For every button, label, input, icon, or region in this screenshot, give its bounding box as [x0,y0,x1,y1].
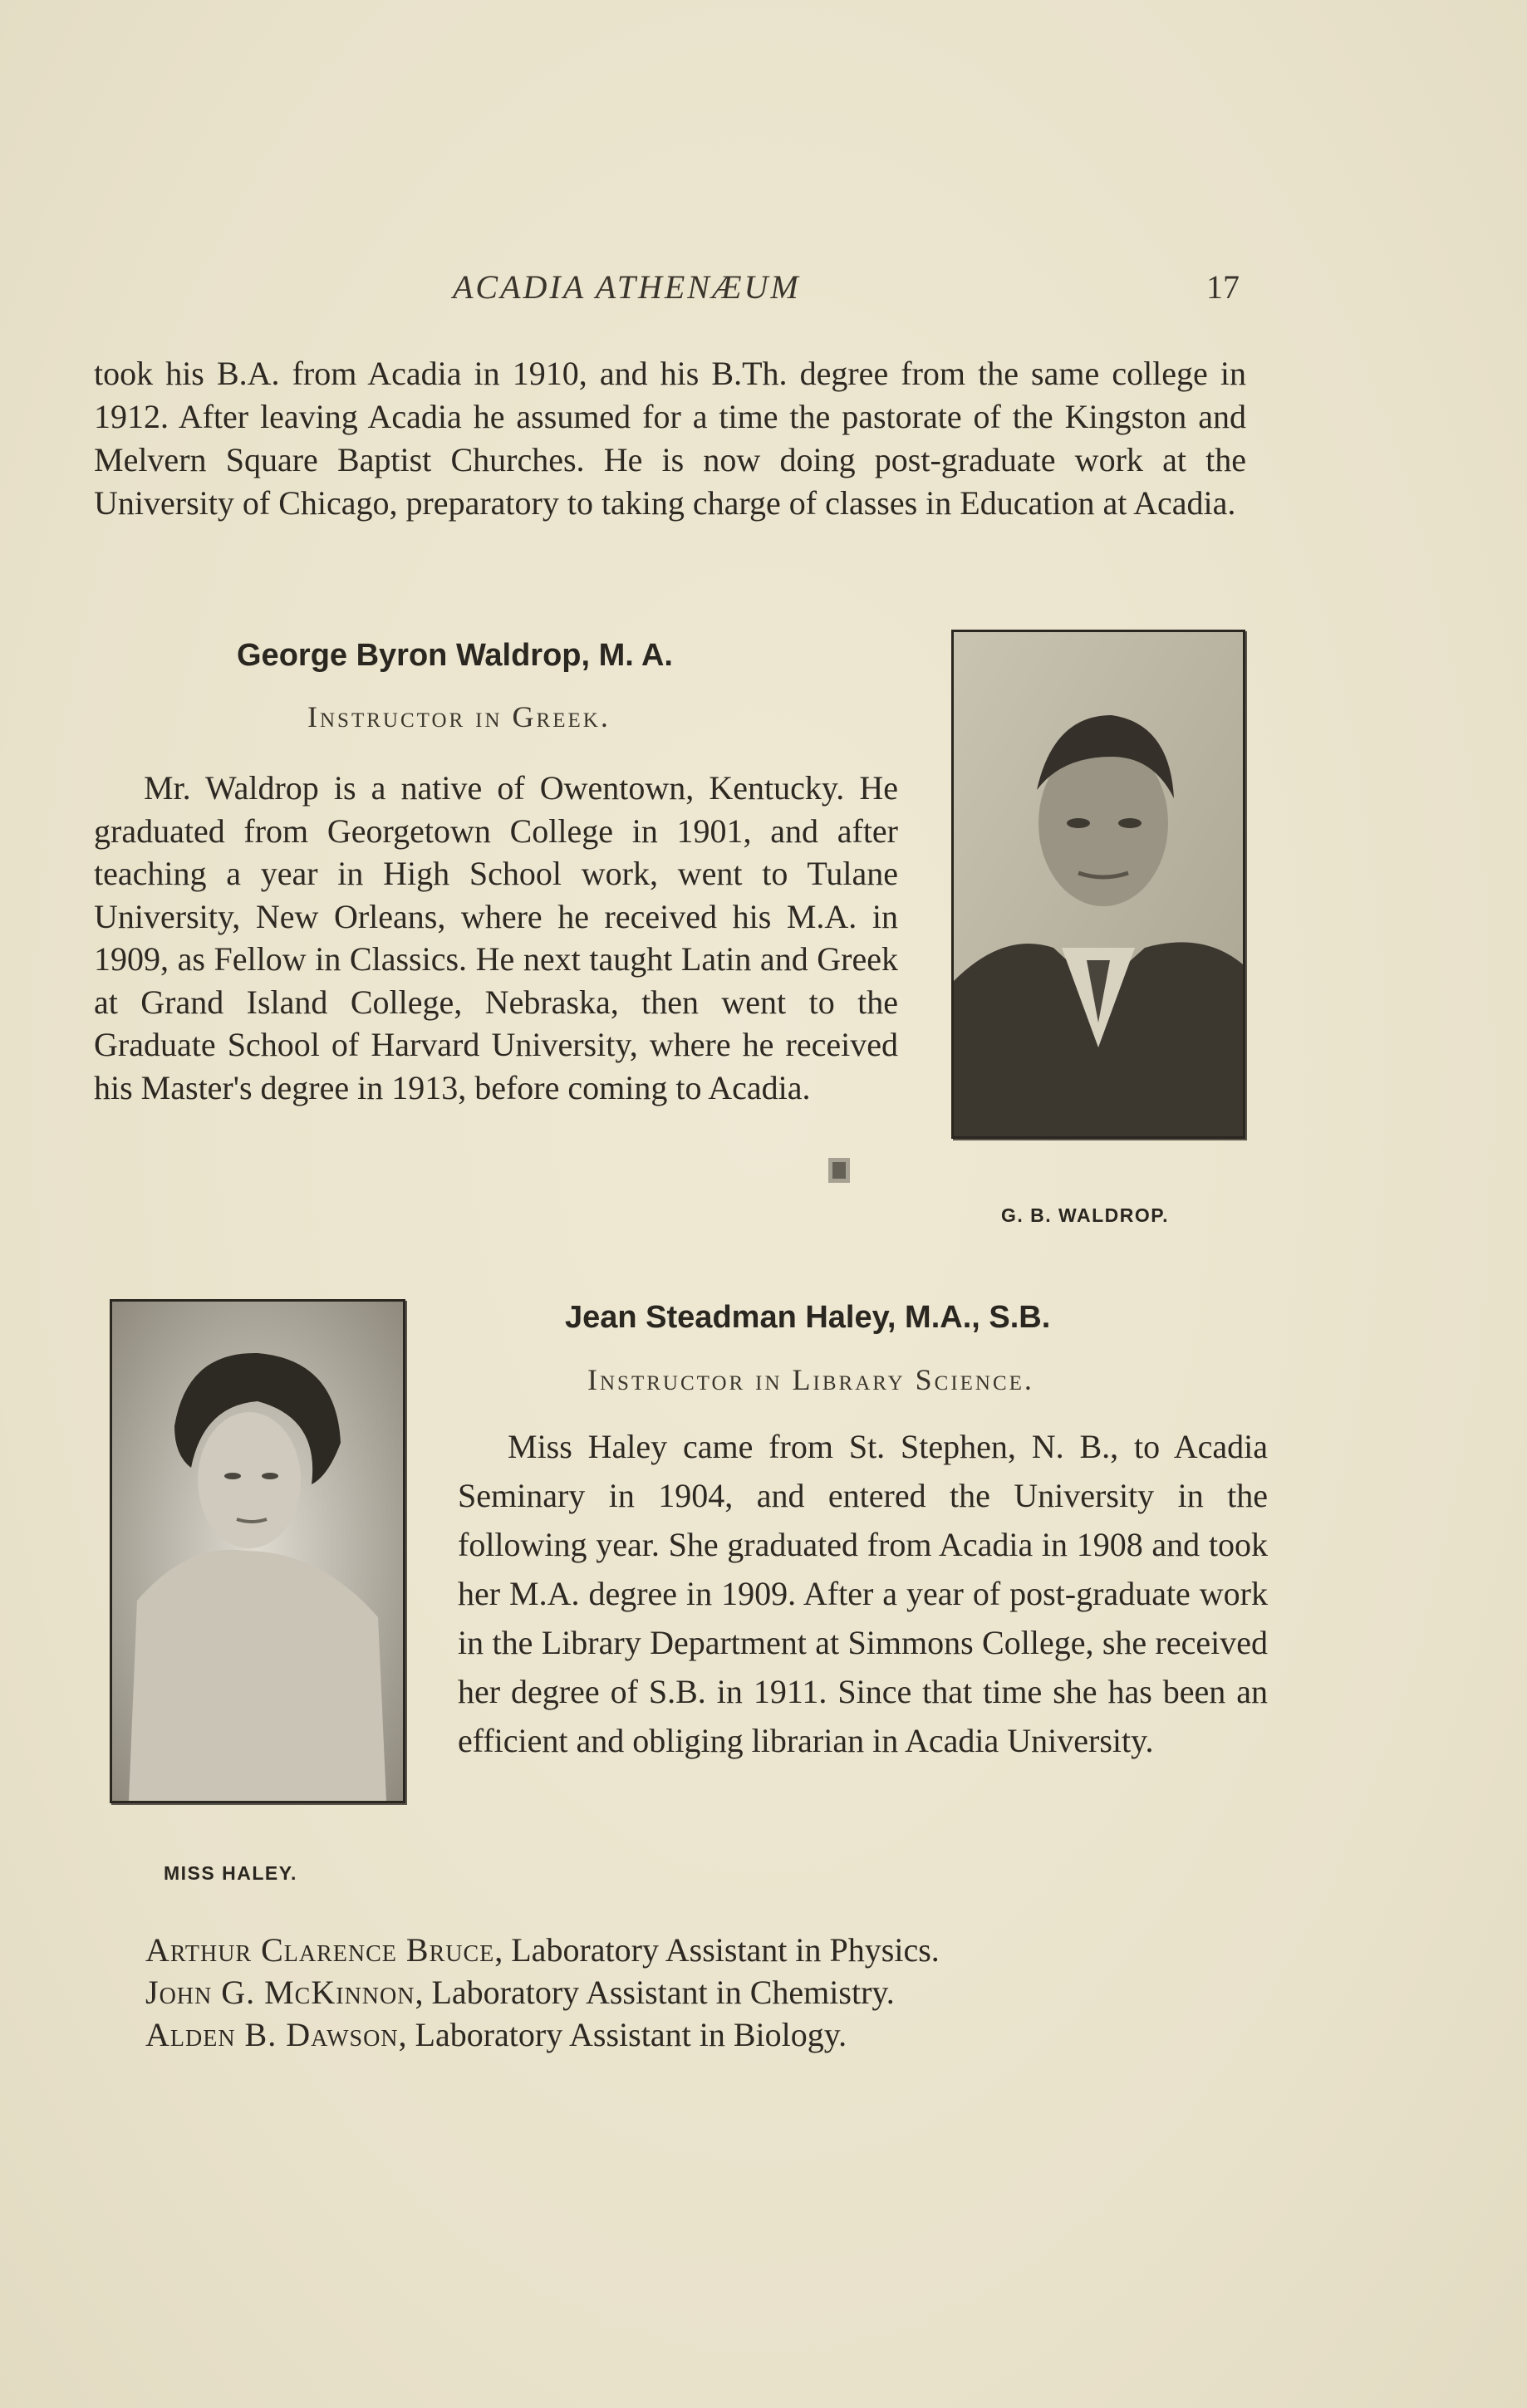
waldrop-portrait-photo [951,630,1245,1139]
haley-portrait-image [112,1302,403,1801]
waldrop-title: Instructor in Greek. [307,700,611,733]
waldrop-bio [94,767,898,1109]
assistant-role: , Laboratory Assistant in Physics. [494,1931,940,1969]
assistant-role: , Laboratory Assistant in Biology. [398,2016,847,2053]
assistant-entry [145,1971,1142,2013]
assistant-entry [145,1929,1142,1971]
assistant-name: Arthur Clarence Bruce [145,1931,495,1969]
printer-ornament-icon [825,1153,853,1188]
haley-portrait-photo [110,1299,405,1803]
assistant-name: John G. McKinnon [145,1974,415,2011]
intro-paragraph [94,352,1246,525]
haley-bio [458,1422,1268,1765]
assistant-entry [145,2013,1142,2056]
haley-title: Instructor in Library Science. [587,1363,1034,1396]
page-number: 17 [1206,268,1240,306]
assistant-name: Alden B. Dawson [145,2016,399,2053]
haley-photo-caption: MISS HALEY. [164,1862,297,1884]
laboratory-assistants-list [145,1929,1142,2056]
waldrop-name-heading: George Byron Waldrop, M. A. [237,638,673,673]
waldrop-bio-text: Mr. Waldrop is a native of Owentown, Kentucky. He graduated from Georgetown College in 1901, and after teaching a year in High School work, went to Tulane University, New Orleans, where he received his M.A. in 1909, as Fellow in Classics. He next taught Latin and Greek at Grand Island College, Nebraska, then went to the Graduate School of Harvard University, where he received his Master's degree in 1913, before coming to Acadia. [94,769,898,1106]
running-title: ACADIA ATHENÆUM [453,268,801,306]
assistant-role: , Laboratory Assistant in Chemistry. [415,1974,895,2011]
haley-name-heading: Jean Steadman Haley, M.A., S.B. [565,1300,1051,1335]
haley-bio-text: Miss Haley came from St. Stephen, N. B., to Acadia Seminary in 1904, and entered the University in the following year. She graduated from Acadia in 1908 and took her M.A. degree in 1909. After a year of post-graduate work in the Library Department at Simmons College, she received her degree of S.B. in 1911. Since that time she has been an efficient and obliging librarian in Acadia University. [458,1428,1268,1759]
waldrop-portrait-image [954,632,1243,1136]
waldrop-photo-caption: G. B. WALDROP. [1001,1204,1170,1226]
intro-paragraph-text: took his B.A. from Acadia in 1910, and his B.Th. degree from the same college in 1912. After leaving Acadia he assumed for a time the pastorate of the Kingston and Melvern Square Baptist Churches. He is now doing post-graduate work at the University of Chicago, preparatory to taking charge of classes in Education at Acadia. [94,355,1246,522]
